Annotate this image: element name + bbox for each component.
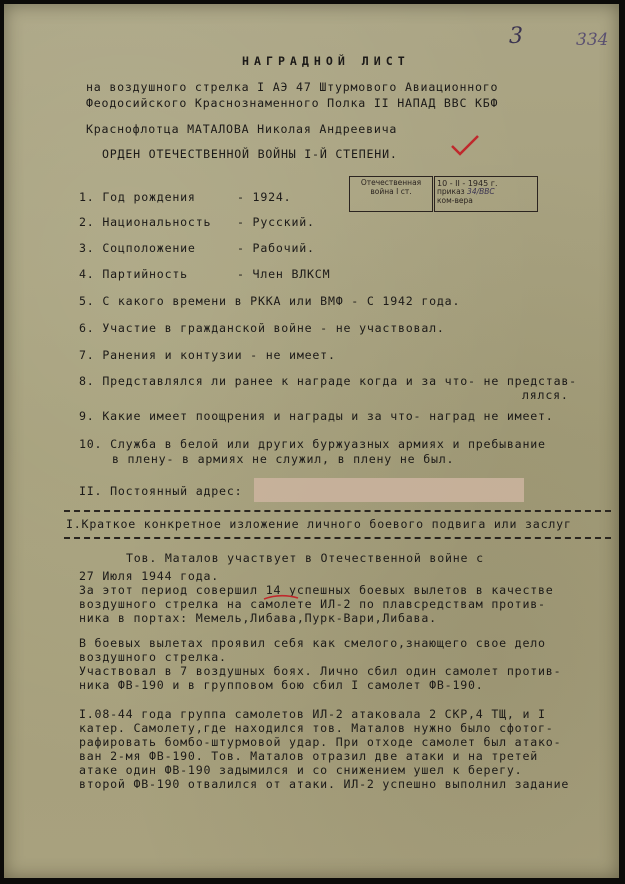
body-p1-line-3: За этот период совершил 14 успешных боевых вылетов в качестве bbox=[79, 583, 554, 597]
address-redaction bbox=[254, 478, 524, 502]
body-p3-line-1: I.08-44 года группа самолетов ИЛ-2 атаковала 2 СКР,4 ТЩ, и I bbox=[79, 707, 546, 721]
item-birth-year-value: - 1924. bbox=[237, 190, 292, 204]
header-line-1: на воздушного стрелка I АЭ 47 Штурмового Авиационного bbox=[86, 80, 499, 94]
award-sheet bbox=[4, 4, 619, 878]
body-p2-line-4: ника ФВ-190 и в групповом бою сбил I самолет ФВ-190. bbox=[79, 678, 484, 692]
body-p3-line-4: ван 2-мя ФВ-190. Тов. Маталов отразил две атаки и на третей bbox=[79, 749, 539, 763]
red-underline-mark bbox=[262, 593, 302, 603]
recipient-name: Краснофлотца МАТАЛОВА Николая Андреевича bbox=[86, 122, 398, 136]
body-p3-line-3: рафировать бомбо-штурмовой удар. При отходе самолет был атако- bbox=[79, 735, 562, 749]
order-date-stamp bbox=[434, 176, 538, 212]
item-honors: 9. Какие имеет поощрения и награды и за что- наград не имеет. bbox=[79, 409, 554, 423]
top-separator bbox=[64, 510, 611, 512]
body-p1-line-4: воздушного стрелка на самолете ИЛ-2 по плавсредствам против- bbox=[79, 597, 546, 611]
item-nationality-value: - Русский. bbox=[237, 215, 315, 229]
body-p3-line-5: атаке один ФВ-190 задымился и со снижением ушел к берегу. bbox=[79, 763, 523, 777]
item-birth-year-label: 1. Год рождения bbox=[79, 190, 196, 204]
item-nationality-label: 2. Национальность bbox=[79, 215, 212, 229]
archive-number: 334 bbox=[576, 30, 609, 50]
bottom-separator bbox=[64, 537, 611, 539]
item-social-label: 3. Соцположение bbox=[79, 241, 196, 255]
stamp-line-2: война I ст. bbox=[370, 186, 412, 196]
item-previous-awards: 8. Представлялся ли ранее к награде когда и за что- не представ- bbox=[79, 374, 577, 388]
section-title: I.Краткое конкретное изложение личного боевого подвига или заслуг bbox=[66, 517, 572, 531]
item-address: II. Постоянный адрес: bbox=[79, 484, 243, 498]
body-p2-line-2: воздушного стрелка. bbox=[79, 650, 227, 664]
item-party-value: - Член ВЛКСМ bbox=[237, 267, 331, 281]
body-p2-line-1: В боевых вылетах проявил себя как смелого,знающего свое дело bbox=[79, 636, 546, 650]
stamp-date: 10 - II - 1945 г. bbox=[437, 179, 498, 188]
item-wounds: 7. Ранения и контузии - не имеет. bbox=[79, 348, 336, 362]
document-title: НАГРАДНОЙ ЛИСТ bbox=[242, 54, 410, 68]
award-name: ОРДЕН ОТЕЧЕСТВЕННОЙ ВОЙНЫ I-Й СТЕПЕНИ. bbox=[102, 147, 398, 161]
body-p3-line-6: второй ФВ-190 отвалился от атаки. ИЛ-2 успешно выполнил задание bbox=[79, 777, 570, 791]
red-check-mark bbox=[450, 134, 480, 156]
item-foreign-service-cont: в плену- в армиях не служил, в плену не был. bbox=[112, 452, 455, 466]
item-civil-war: 6. Участие в гражданской войне - не участвовал. bbox=[79, 321, 445, 335]
stamp-order-label: приказ bbox=[437, 187, 465, 197]
item-social-value: - Рабочий. bbox=[237, 241, 315, 255]
body-p1-line-2: 27 Июля 1944 года. bbox=[79, 569, 220, 583]
body-p1-line-5: ника в портах: Мемель,Либава,Пурк-Вари,Либава. bbox=[79, 611, 437, 625]
item-foreign-service: 10. Служба в белой или других буржуазных армиях и пребывание bbox=[79, 437, 546, 451]
body-p2-line-3: Участвовал в 7 воздушных боях. Лично сбил один самолет против- bbox=[79, 664, 562, 678]
order-stamp bbox=[349, 176, 433, 212]
item-service-since: 5. С какого времени в РККА или ВМФ - С 1942 года. bbox=[79, 294, 461, 308]
stamp-order-number: 34/ВВС bbox=[467, 187, 495, 197]
header-line-2: Феодосийского Краснознаменного Полка II НАПАД ВВС КБФ bbox=[86, 96, 499, 110]
body-p1-line-1: Тов. Маталов участвует в Отечественной войне с bbox=[126, 551, 484, 565]
item-party-label: 4. Партийность bbox=[79, 267, 188, 281]
page-number: 3 bbox=[509, 24, 523, 49]
item-previous-awards-cont: лялся. bbox=[522, 388, 569, 402]
stamp-line-commander: ком-вера bbox=[437, 195, 473, 205]
stamp-line-1: Отечественная bbox=[360, 178, 422, 187]
body-p3-line-2: катер. Самолету,где находился тов. Маталов нужно было сфотог- bbox=[79, 721, 554, 735]
